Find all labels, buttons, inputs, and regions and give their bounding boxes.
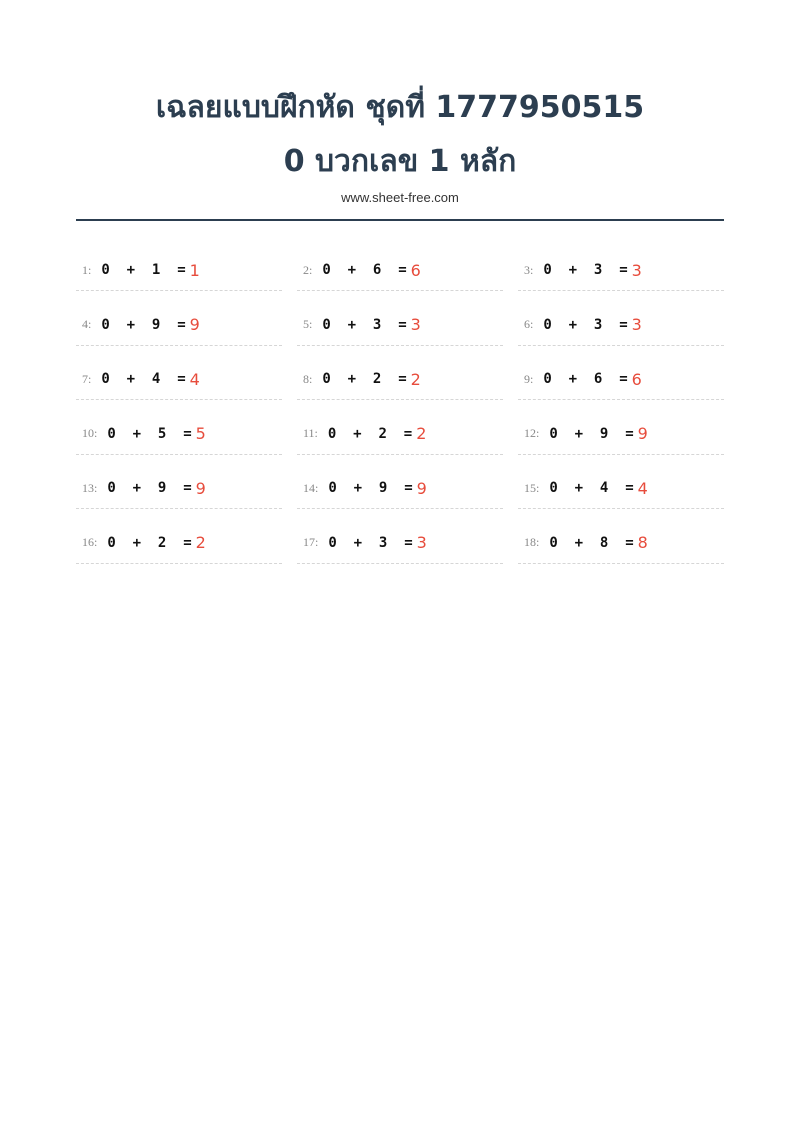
problem-number: 5: [303,317,313,332]
problem-number: 15: [524,480,540,495]
problem-number: 1: [82,262,92,277]
problem-number: 12: [524,426,540,441]
problem-expression: 0 + 9 = [107,480,192,497]
problem-number: 7: [82,371,92,386]
problem-row [76,468,724,523]
page-title: เฉลยแบบฝึกหัด ชุดที่ 1777950515 [155,90,645,125]
problem-number: 10: [82,426,98,441]
problem-expression: 0 + 6 = [543,371,628,388]
problem-item [76,468,282,509]
problem-expression: 0 + 2 = [327,425,413,442]
problem-item [76,414,282,455]
problem-expression: 0 + 9 = [549,425,634,442]
problem-item [518,359,724,400]
problem-answer: 9 [195,478,206,498]
problem-answer: 2 [416,424,427,444]
problem-expression: 0 + 3 = [328,534,413,551]
problem-item [518,523,724,564]
problem-expression: 0 + 3 = [322,316,407,333]
problem-expression: 0 + 3 = [543,316,628,333]
problem-item [297,523,503,564]
problem-number: 9: [524,371,534,386]
problem-number: 13: [82,480,98,495]
problem-item [76,523,282,564]
problem-answer: 3 [631,260,642,280]
problem-expression: 0 + 2 = [322,371,407,388]
problem-expression: 0 + 8 = [549,534,634,551]
problem-row [76,523,724,578]
header-divider [76,219,724,221]
problem-answer: 2 [410,369,421,389]
problem-number: 3: [524,262,534,277]
problem-item [518,305,724,346]
problem-row [76,305,724,360]
problem-answer: 1 [189,260,200,280]
problem-expression: 0 + 9 = [328,480,413,497]
problem-answer: 4 [189,369,200,389]
problem-item [76,250,282,291]
problem-answer: 6 [410,260,421,280]
problem-number: 18: [524,535,540,550]
problem-expression: 0 + 1 = [101,262,186,278]
website-label: www.sheet-free.com [341,190,459,205]
problem-row [76,250,724,305]
problem-number: 16: [82,535,98,550]
problem-number: 14: [303,480,319,495]
problem-answer: 3 [410,315,421,335]
problem-number: 8: [303,371,313,386]
problem-answer: 2 [195,533,206,553]
problem-number: 17: [303,535,319,550]
problem-expression: 0 + 9 = [101,316,186,333]
problem-item [297,468,503,509]
problem-answer: 3 [631,315,642,335]
problem-item [518,468,724,509]
problem-item [76,359,282,400]
problem-answer: 9 [416,478,427,498]
problem-item [297,250,503,291]
problem-row [76,414,724,469]
problem-item [76,305,282,346]
problem-expression: 0 + 6 = [322,262,407,278]
problem-expression: 0 + 4 = [101,371,186,388]
problem-answer: 6 [631,369,642,389]
problem-number: 2: [303,262,313,277]
problem-item [518,414,724,455]
problem-expression: 0 + 3 = [543,262,628,278]
problem-answer: 8 [637,533,648,553]
problem-answer: 9 [637,424,648,444]
problem-number: 6: [524,317,534,332]
problem-number: 11: [303,426,318,441]
problem-grid [76,250,724,578]
problem-answer: 3 [416,533,427,553]
problem-item [297,414,503,455]
problem-item [297,305,503,346]
problem-expression: 0 + 2 = [107,534,192,551]
problem-item [518,250,724,291]
problem-number: 4: [82,317,92,332]
problem-answer: 4 [637,478,648,498]
problem-item [297,359,503,400]
problem-expression: 0 + 4 = [549,480,634,497]
problem-answer: 5 [195,424,206,444]
problem-answer: 9 [189,315,200,335]
page-subtitle: 0 บวกเลข 1 หลัก [283,144,517,179]
problem-expression: 0 + 5 = [107,425,192,442]
problem-row [76,359,724,414]
